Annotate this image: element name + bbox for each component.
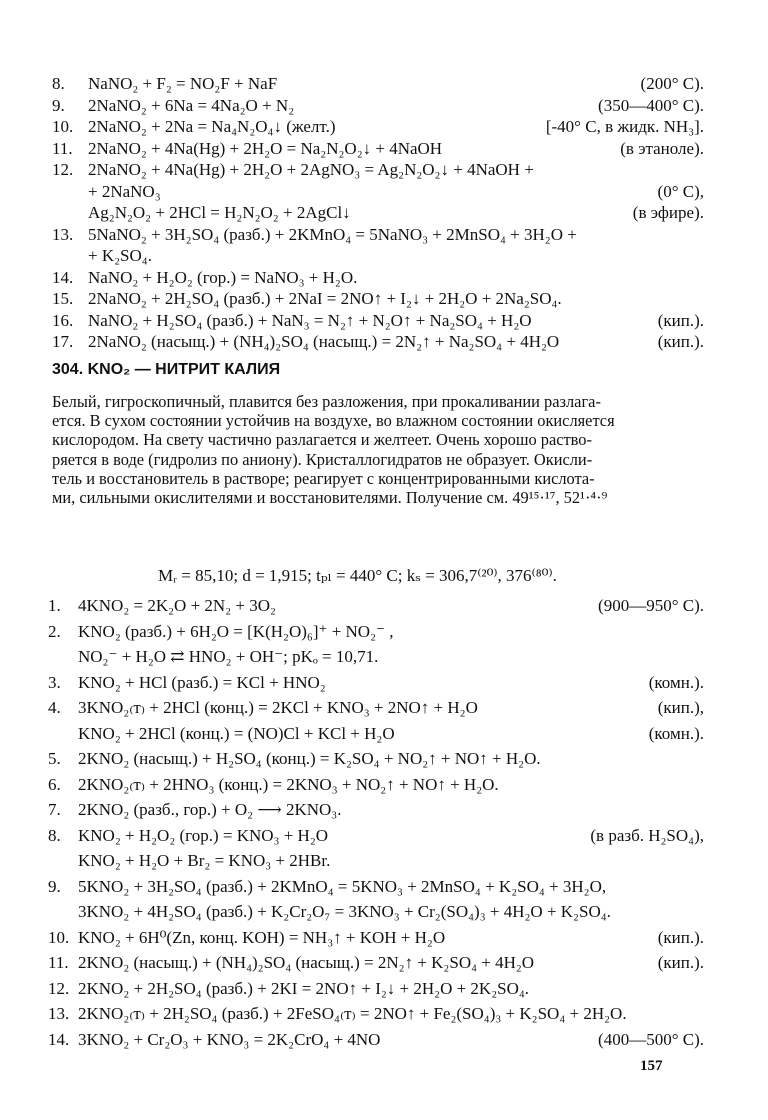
reaction-number: 3. [48, 672, 61, 692]
reaction-number: 7. [48, 800, 61, 819]
reaction-row [0, 902, 768, 928]
reaction-condition: (комн.). [648, 672, 704, 692]
sodium-nitrite-reactions [0, 74, 768, 354]
reaction-row [0, 928, 768, 954]
reaction-condition: (0° С), [657, 181, 704, 201]
reaction-row [0, 596, 768, 622]
reaction-equation: 2KNO₂ + 2H₂SO₄ (разб.) + 2KI = 2NO↑ + I₂↓ + 2H₂O + 2K₂SO₄. [78, 978, 530, 998]
reaction-row [0, 877, 768, 903]
page-number: 157 [640, 1058, 663, 1074]
reaction-row [0, 203, 768, 225]
reaction-condition: (900—950° С). [598, 596, 704, 615]
reaction-condition: (350—400° С). [598, 95, 704, 115]
reaction-equation: NaNO₂ + H₂O₂ (гор.) = NaNO₃ + H₂O. [88, 267, 358, 287]
reaction-equation: 4KNO₂ = 2K₂O + 2N₂ + 3O₂ [78, 596, 276, 615]
reaction-condition: (в эфире). [632, 203, 704, 222]
reaction-equation: Ag₂N₂O₂ + 2HCl = H₂N₂O₂ + 2AgCl↓ [88, 203, 351, 222]
reaction-row [0, 979, 768, 1005]
potassium-nitrite-reactions [0, 596, 768, 1055]
reaction-condition: (кип.). [657, 332, 704, 351]
reaction-equation: + K₂SO₄. [88, 246, 152, 265]
reaction-row [0, 647, 768, 673]
reaction-number: 10. [48, 927, 70, 947]
reaction-equation: 2NaNO₂ + 4Na(Hg) + 2H₂O = Na₂N₂O₂↓ + 4NaOH [88, 138, 443, 158]
reaction-number: 8. [52, 74, 65, 93]
reaction-row [0, 826, 768, 852]
reaction-equation: NO₂⁻ + H₂O ⇄ HNO₂ + OH⁻; pKₒ = 10,71. [78, 647, 379, 666]
description-line: Белый, гигроскопичный, плавится без разложения, при прокаливании разлага- [52, 392, 601, 411]
reaction-equation: 2NaNO₂ + 2Na = Na₄N₂O₄↓ (желт.) [88, 117, 336, 136]
reaction-number: 11. [52, 138, 73, 158]
reaction-equation: 3KNO₂₍т₎ + 2HCl (конц.) = 2KCl + KNO₃ + 2NO↑ + H₂O [78, 698, 478, 717]
reaction-row [0, 800, 768, 826]
reaction-row [0, 775, 768, 801]
reaction-number: 12. [52, 160, 74, 179]
reaction-equation: 2KNO₂₍т₎ + 2H₂SO₄ (разб.) + 2FeSO₄₍т₎ = 2NO↑ + Fe₂(SO₄)₃ + K₂SO₄ + 2H₂O. [78, 1004, 627, 1023]
reaction-equation: KNO₂ + H₂O₂ (гор.) = KNO₃ + H₂O [78, 825, 329, 845]
description-line: ми, сильными окислителями и восстановителями. Получение см. 49¹⁵·¹⁷, 52¹·⁴·⁹ [52, 487, 608, 507]
reaction-equation: 2NaNO₂ + 6Na = 4Na₂O + N₂ [88, 95, 295, 115]
reaction-row [0, 1030, 768, 1056]
reaction-number: 13. [52, 224, 74, 244]
reaction-row [0, 332, 768, 354]
reaction-equation: KNO₂ + HCl (разб.) = KCl + HNO₂ [78, 672, 326, 692]
reaction-equation: 2NaNO₂ (насыщ.) + (NH₄)₂SO₄ (насыщ.) = 2N₂↑ + Na₂SO₄ + 4H₂O [88, 332, 560, 351]
reaction-equation: 2KNO₂₍т₎ + 2HNO₃ (конц.) = 2KNO₃ + NO₂↑ + NO↑ + H₂O. [78, 774, 499, 794]
reaction-condition: (200° С). [640, 74, 704, 93]
reaction-equation: 2NaNO₂ + 4Na(Hg) + 2H₂O + 2AgNO₃ = Ag₂N₂O₂↓ + 4NaOH + [88, 160, 534, 179]
reaction-equation: NaNO₂ + H₂SO₄ (разб.) + NaN₃ = N₂↑ + N₂O↑ + Na₂SO₄ + H₂O [88, 310, 532, 330]
reaction-number: 2. [48, 621, 61, 641]
description-line: кислородом. На свету частично разлагается и желтеет. Очень хорошо раство- [52, 430, 592, 450]
reaction-condition: [-40° С, в жидк. NH₃]. [545, 117, 704, 136]
reaction-number: 1. [48, 596, 61, 615]
reaction-row [0, 622, 768, 648]
reaction-number: 12. [48, 978, 70, 998]
reaction-equation: KNO₂ + H₂O + Br₂ = KNO₃ + 2HBr. [78, 851, 331, 870]
reaction-equation: 2KNO₂ (насыщ.) + H₂SO₄ (конц.) = K₂SO₄ + NO₂↑ + NO↑ + H₂O. [78, 749, 541, 768]
reaction-row [0, 160, 768, 182]
reaction-number: 16. [52, 310, 74, 330]
reaction-equation: NaNO₂ + F₂ = NO₂F + NaF [88, 74, 278, 93]
section-heading: 304. KNO₂ — НИТРИТ КАЛИЯ [52, 361, 281, 378]
reaction-condition: (кип.), [657, 698, 704, 717]
reaction-row [0, 117, 768, 139]
description-line: тель и восстановитель в растворе; реагирует с концентрированными кислота- [52, 468, 595, 488]
reaction-row [0, 851, 768, 877]
reaction-row [0, 96, 768, 118]
reaction-number: 9. [52, 95, 65, 115]
reaction-equation: 3KNO₂ + 4H₂SO₄ (разб.) + K₂Cr₂O₇ = 3KNO₃ + Cr₂(SO₄)₃ + 4H₂O + K₂SO₄. [78, 902, 611, 921]
reaction-number: 17. [52, 332, 74, 351]
reaction-number: 11. [48, 953, 69, 972]
reaction-row [0, 749, 768, 775]
reaction-row [0, 953, 768, 979]
reaction-condition: (400—500° С). [598, 1029, 704, 1049]
reaction-number: 14. [52, 267, 74, 287]
reaction-equation: 5NaNO₂ + 3H₂SO₄ (разб.) + 2KMnO₄ = 5NaNO₃ + 2MnSO₄ + 3H₂O + [88, 224, 577, 244]
reaction-row [0, 246, 768, 268]
reaction-row [0, 182, 768, 204]
reaction-equation: KNO₂ (разб.) + 6H₂O = [K(H₂O)₆]⁺ + NO₂⁻ , [78, 621, 394, 641]
reaction-row [0, 74, 768, 96]
reaction-condition: (кип.). [657, 927, 704, 947]
reaction-number: 15. [52, 289, 74, 308]
reaction-equation: 5KNO₂ + 3H₂SO₄ (разб.) + 2KMnO₄ = 5KNO₃ + 2MnSO₄ + K₂SO₄ + 3H₂O, [78, 876, 607, 896]
reaction-equation: KNO₂ + 6H⁰(Zn, конц. KOH) = NH₃↑ + KOH + H₂O [78, 927, 446, 947]
reaction-row [0, 268, 768, 290]
reaction-number: 4. [48, 698, 61, 717]
reaction-condition: (в этаноле). [620, 138, 704, 158]
reaction-equation: + 2NaNO₃ [88, 181, 161, 201]
reaction-number: 6. [48, 774, 61, 794]
reaction-row [0, 1004, 768, 1030]
reaction-equation: 2KNO₂ (насыщ.) + (NH₄)₂SO₄ (насыщ.) = 2N₂↑ + K₂SO₄ + 4H₂O [78, 953, 535, 972]
properties-line: Mᵣ = 85,10; d = 1,915; tₚₗ = 440° С; kₛ = 306,7⁽²⁰⁾, 376⁽⁸⁰⁾. [158, 566, 557, 585]
reaction-number: 9. [48, 876, 61, 896]
reaction-number: 5. [48, 749, 61, 768]
description-paragraph [52, 392, 702, 507]
reaction-number: 8. [48, 825, 61, 845]
reaction-condition: (комн.). [648, 723, 704, 743]
reaction-row [0, 139, 768, 161]
reaction-row [0, 225, 768, 247]
reaction-condition: (кип.). [657, 953, 704, 972]
reaction-equation: 2KNO₂ (разб., гор.) + O₂ ⟶ 2KNO₃. [78, 800, 342, 819]
reaction-equation: 3KNO₂ + Cr₂O₃ + KNO₃ = 2K₂CrO₄ + 4NO [78, 1029, 381, 1049]
reaction-row [0, 673, 768, 699]
reaction-row [0, 698, 768, 724]
reaction-row [0, 724, 768, 750]
reaction-row [0, 289, 768, 311]
reaction-row [0, 311, 768, 333]
reaction-number: 10. [52, 117, 74, 136]
reaction-condition: (в разб. H₂SO₄), [590, 825, 704, 845]
reaction-equation: 2NaNO₂ + 2H₂SO₄ (разб.) + 2NaI = 2NO↑ + I₂↓ + 2H₂O + 2Na₂SO₄. [88, 289, 562, 308]
reaction-condition: (кип.). [657, 310, 704, 330]
reaction-number: 13. [48, 1004, 70, 1023]
description-line: ется. В сухом состоянии устойчив на воздухе, во влажном состоянии окисляется [52, 411, 615, 431]
reaction-number: 14. [48, 1029, 70, 1049]
description-line: ряется в воде (гидролиз по аниону). Кристаллогидратов не образует. Окисли- [52, 449, 593, 469]
reaction-equation: KNO₂ + 2HCl (конц.) = (NO)Cl + KCl + H₂O [78, 723, 395, 743]
